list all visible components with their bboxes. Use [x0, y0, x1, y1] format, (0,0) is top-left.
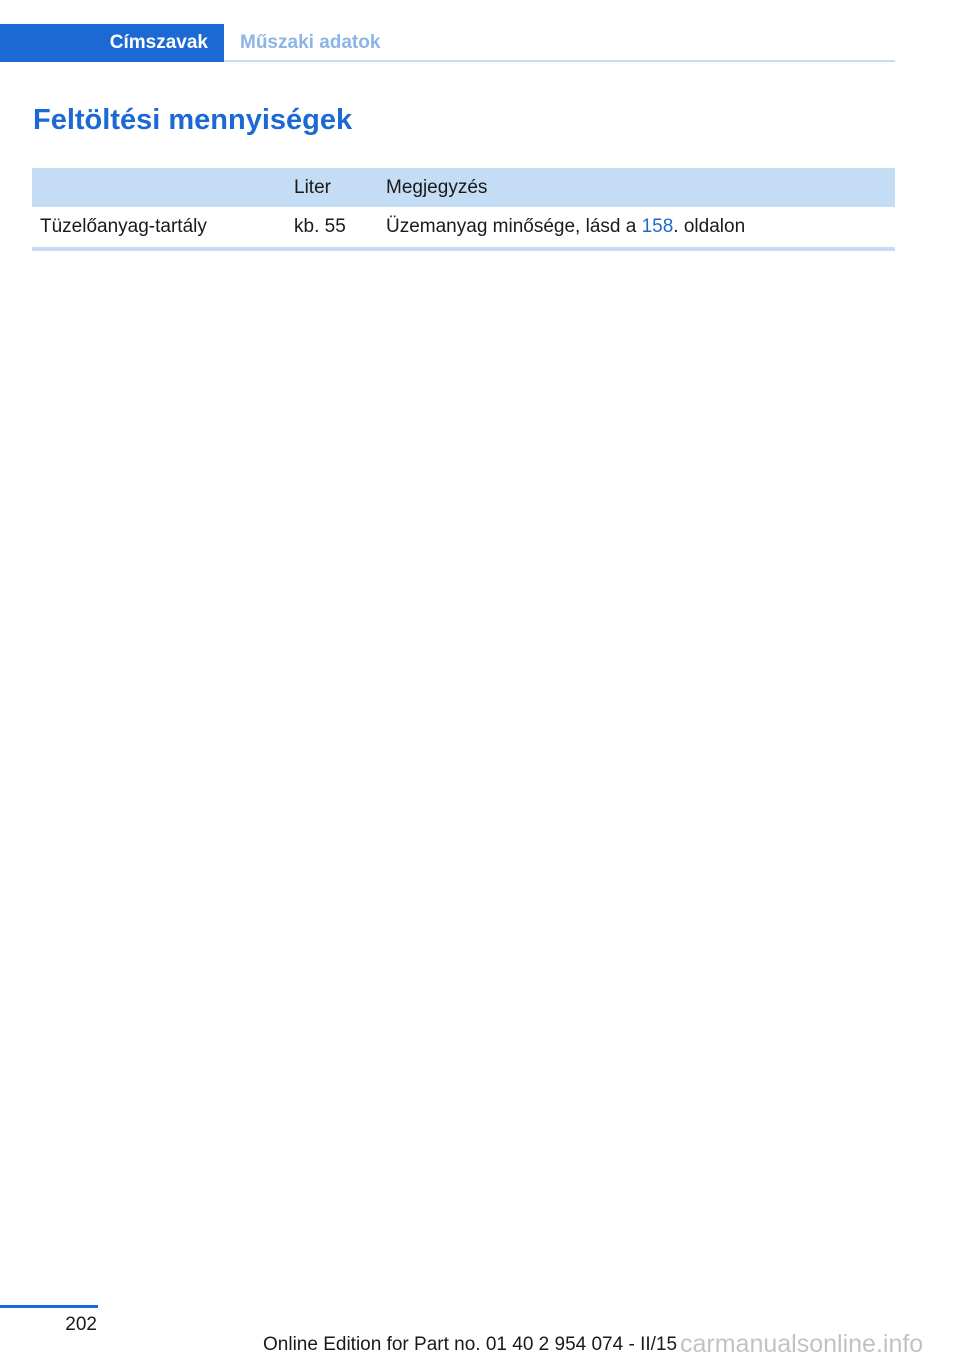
footer-divider: [0, 1305, 98, 1308]
table-header-row: [32, 168, 895, 207]
page-number: 202: [65, 1314, 97, 1335]
column-header-liter: Liter: [286, 168, 378, 207]
edition-note: Online Edition for Part no. 01 40 2 954 074 - II/15: [263, 1334, 678, 1355]
column-header-item: [32, 168, 286, 207]
watermark: carmanualsonline.info: [680, 1330, 924, 1358]
column-header-note: Megjegyzés: [378, 168, 895, 207]
nav-divider: [224, 60, 895, 62]
table-row: [32, 207, 895, 249]
note-suffix: . oldalon: [673, 216, 746, 237]
cell-note: [378, 207, 895, 249]
cell-liter: kb. 55: [294, 216, 346, 237]
tab-technical-data[interactable]: Műszaki adatok: [240, 32, 381, 53]
tab-index[interactable]: Címszavak: [0, 24, 224, 62]
cell-item: Tüzelőanyag-tartály: [40, 216, 207, 237]
capacity-table: [32, 168, 895, 251]
page-reference-link[interactable]: 158: [641, 216, 674, 237]
top-navigation: [0, 24, 895, 62]
page-title: Feltöltési mennyiségek: [33, 104, 353, 136]
note-prefix: Üzemanyag minősége, lásd a: [386, 216, 642, 237]
